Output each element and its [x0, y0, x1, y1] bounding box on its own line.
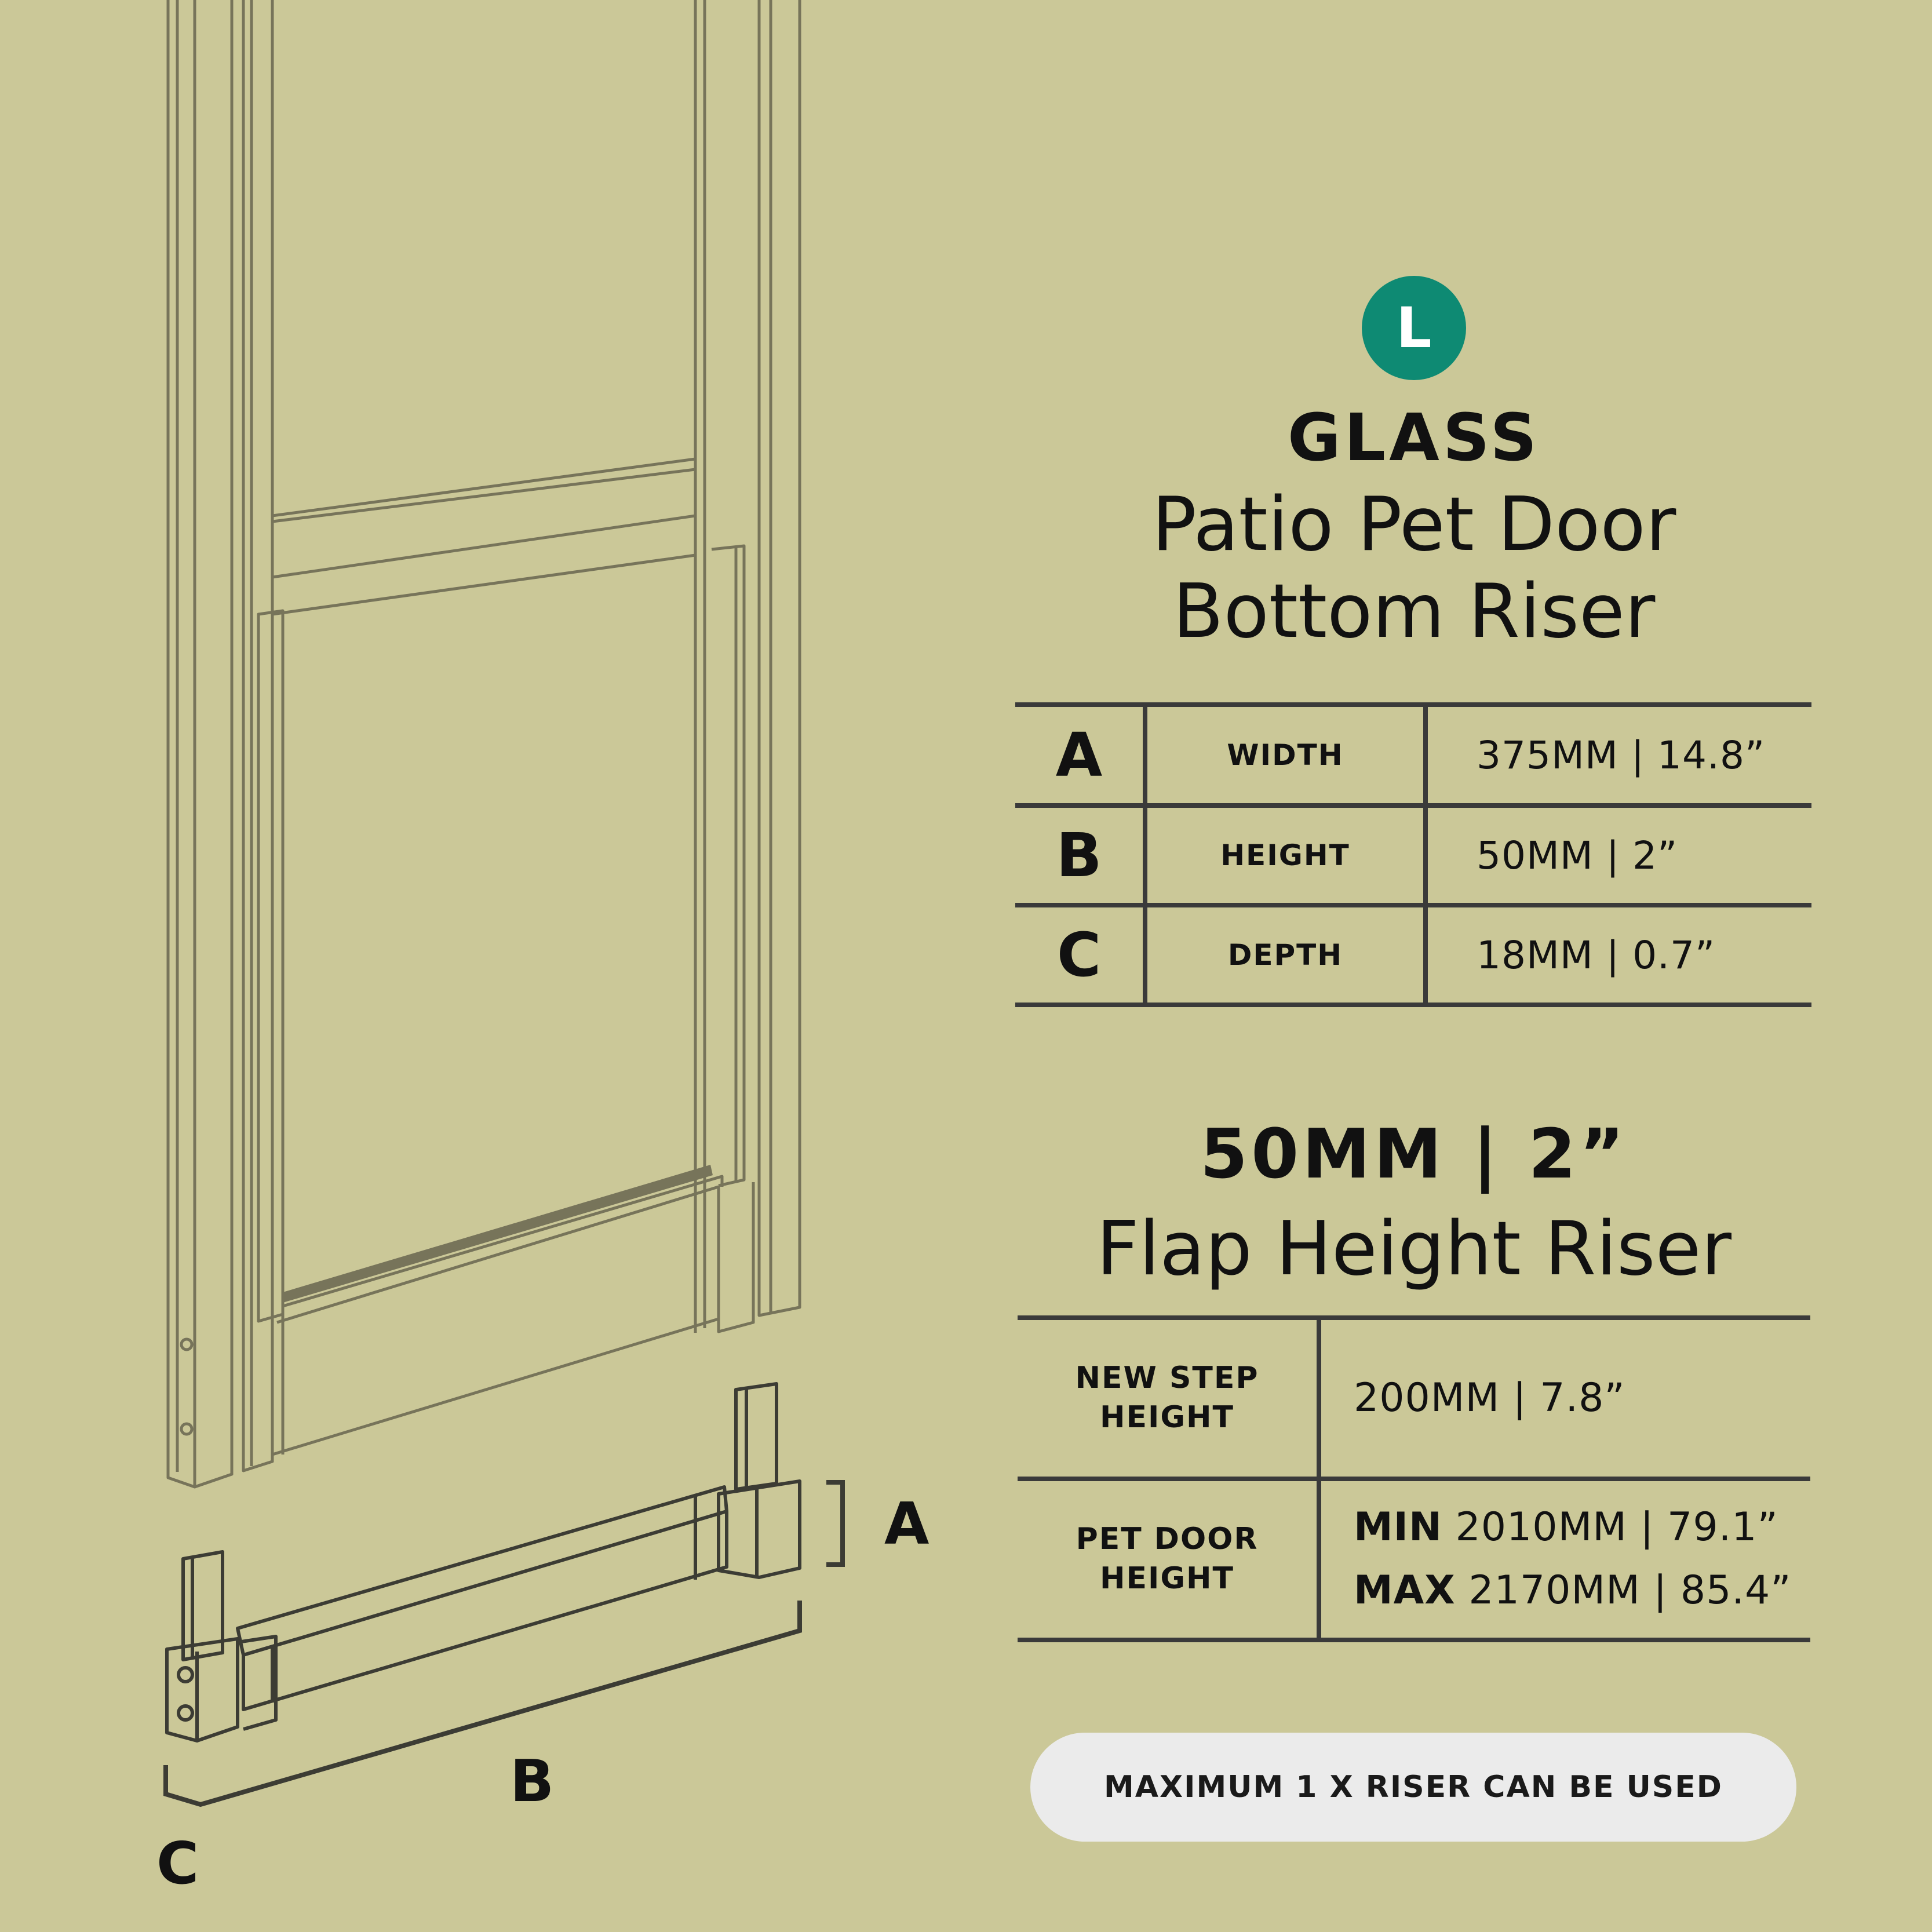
- spec-letter: C: [1015, 905, 1145, 1005]
- product-title: [1043, 400, 1785, 655]
- step-label-line-2: HEIGHT: [1099, 1400, 1235, 1435]
- riser-size: 50MM | 2”: [1200, 1114, 1628, 1194]
- table-row: [1015, 905, 1811, 1005]
- door-height-label: [1018, 1479, 1319, 1640]
- table-row: [1018, 1318, 1810, 1479]
- spec-letter: B: [1015, 805, 1145, 905]
- min-height-row: [1354, 1496, 1810, 1559]
- max-riser-note: MAXIMUM 1 X RISER CAN BE USED: [1030, 1733, 1796, 1842]
- max-label: MAX: [1354, 1568, 1456, 1613]
- dimension-c-label: C: [156, 1829, 199, 1897]
- riser-title: [1043, 1114, 1785, 1292]
- step-label-line-1: NEW STEP: [1075, 1361, 1259, 1396]
- table-row: [1015, 805, 1811, 905]
- spec-label: HEIGHT: [1145, 805, 1426, 905]
- door-height-values: [1319, 1479, 1810, 1640]
- spec-value: 375MM | 14.8”: [1426, 705, 1811, 805]
- dimensions-table: [1015, 702, 1811, 1007]
- dimension-a-bracket: [826, 1482, 843, 1565]
- spec-letter: A: [1015, 705, 1145, 805]
- spec-value: 18MM | 0.7”: [1426, 905, 1811, 1005]
- spec-label: DEPTH: [1145, 905, 1426, 1005]
- table-row: [1018, 1479, 1810, 1640]
- door-label-line-2: HEIGHT: [1099, 1561, 1235, 1596]
- min-label: MIN: [1354, 1504, 1442, 1551]
- riser-name: Flap Height Riser: [1096, 1206, 1731, 1292]
- product-line-2: Bottom Riser: [1172, 568, 1656, 655]
- min-value: 2010MM | 79.1”: [1455, 1504, 1778, 1551]
- material-title: GLASS: [1287, 400, 1541, 476]
- step-height-label: [1018, 1318, 1319, 1479]
- dimension-a-label: A: [884, 1490, 929, 1558]
- max-height-row: [1354, 1559, 1810, 1623]
- dimension-b-label: B: [510, 1747, 555, 1815]
- size-badge: L: [1362, 276, 1466, 380]
- max-value: 2170MM | 85.4”: [1468, 1568, 1792, 1613]
- product-line-1: Patio Pet Door: [1151, 482, 1676, 568]
- spec-value: 50MM | 2”: [1426, 805, 1811, 905]
- door-label-line-1: PET DOOR: [1076, 1522, 1259, 1557]
- flap-height-table: [1018, 1315, 1810, 1642]
- step-height-value: 200MM | 7.8”: [1319, 1318, 1810, 1479]
- spec-label: WIDTH: [1145, 705, 1426, 805]
- table-row: [1015, 705, 1811, 805]
